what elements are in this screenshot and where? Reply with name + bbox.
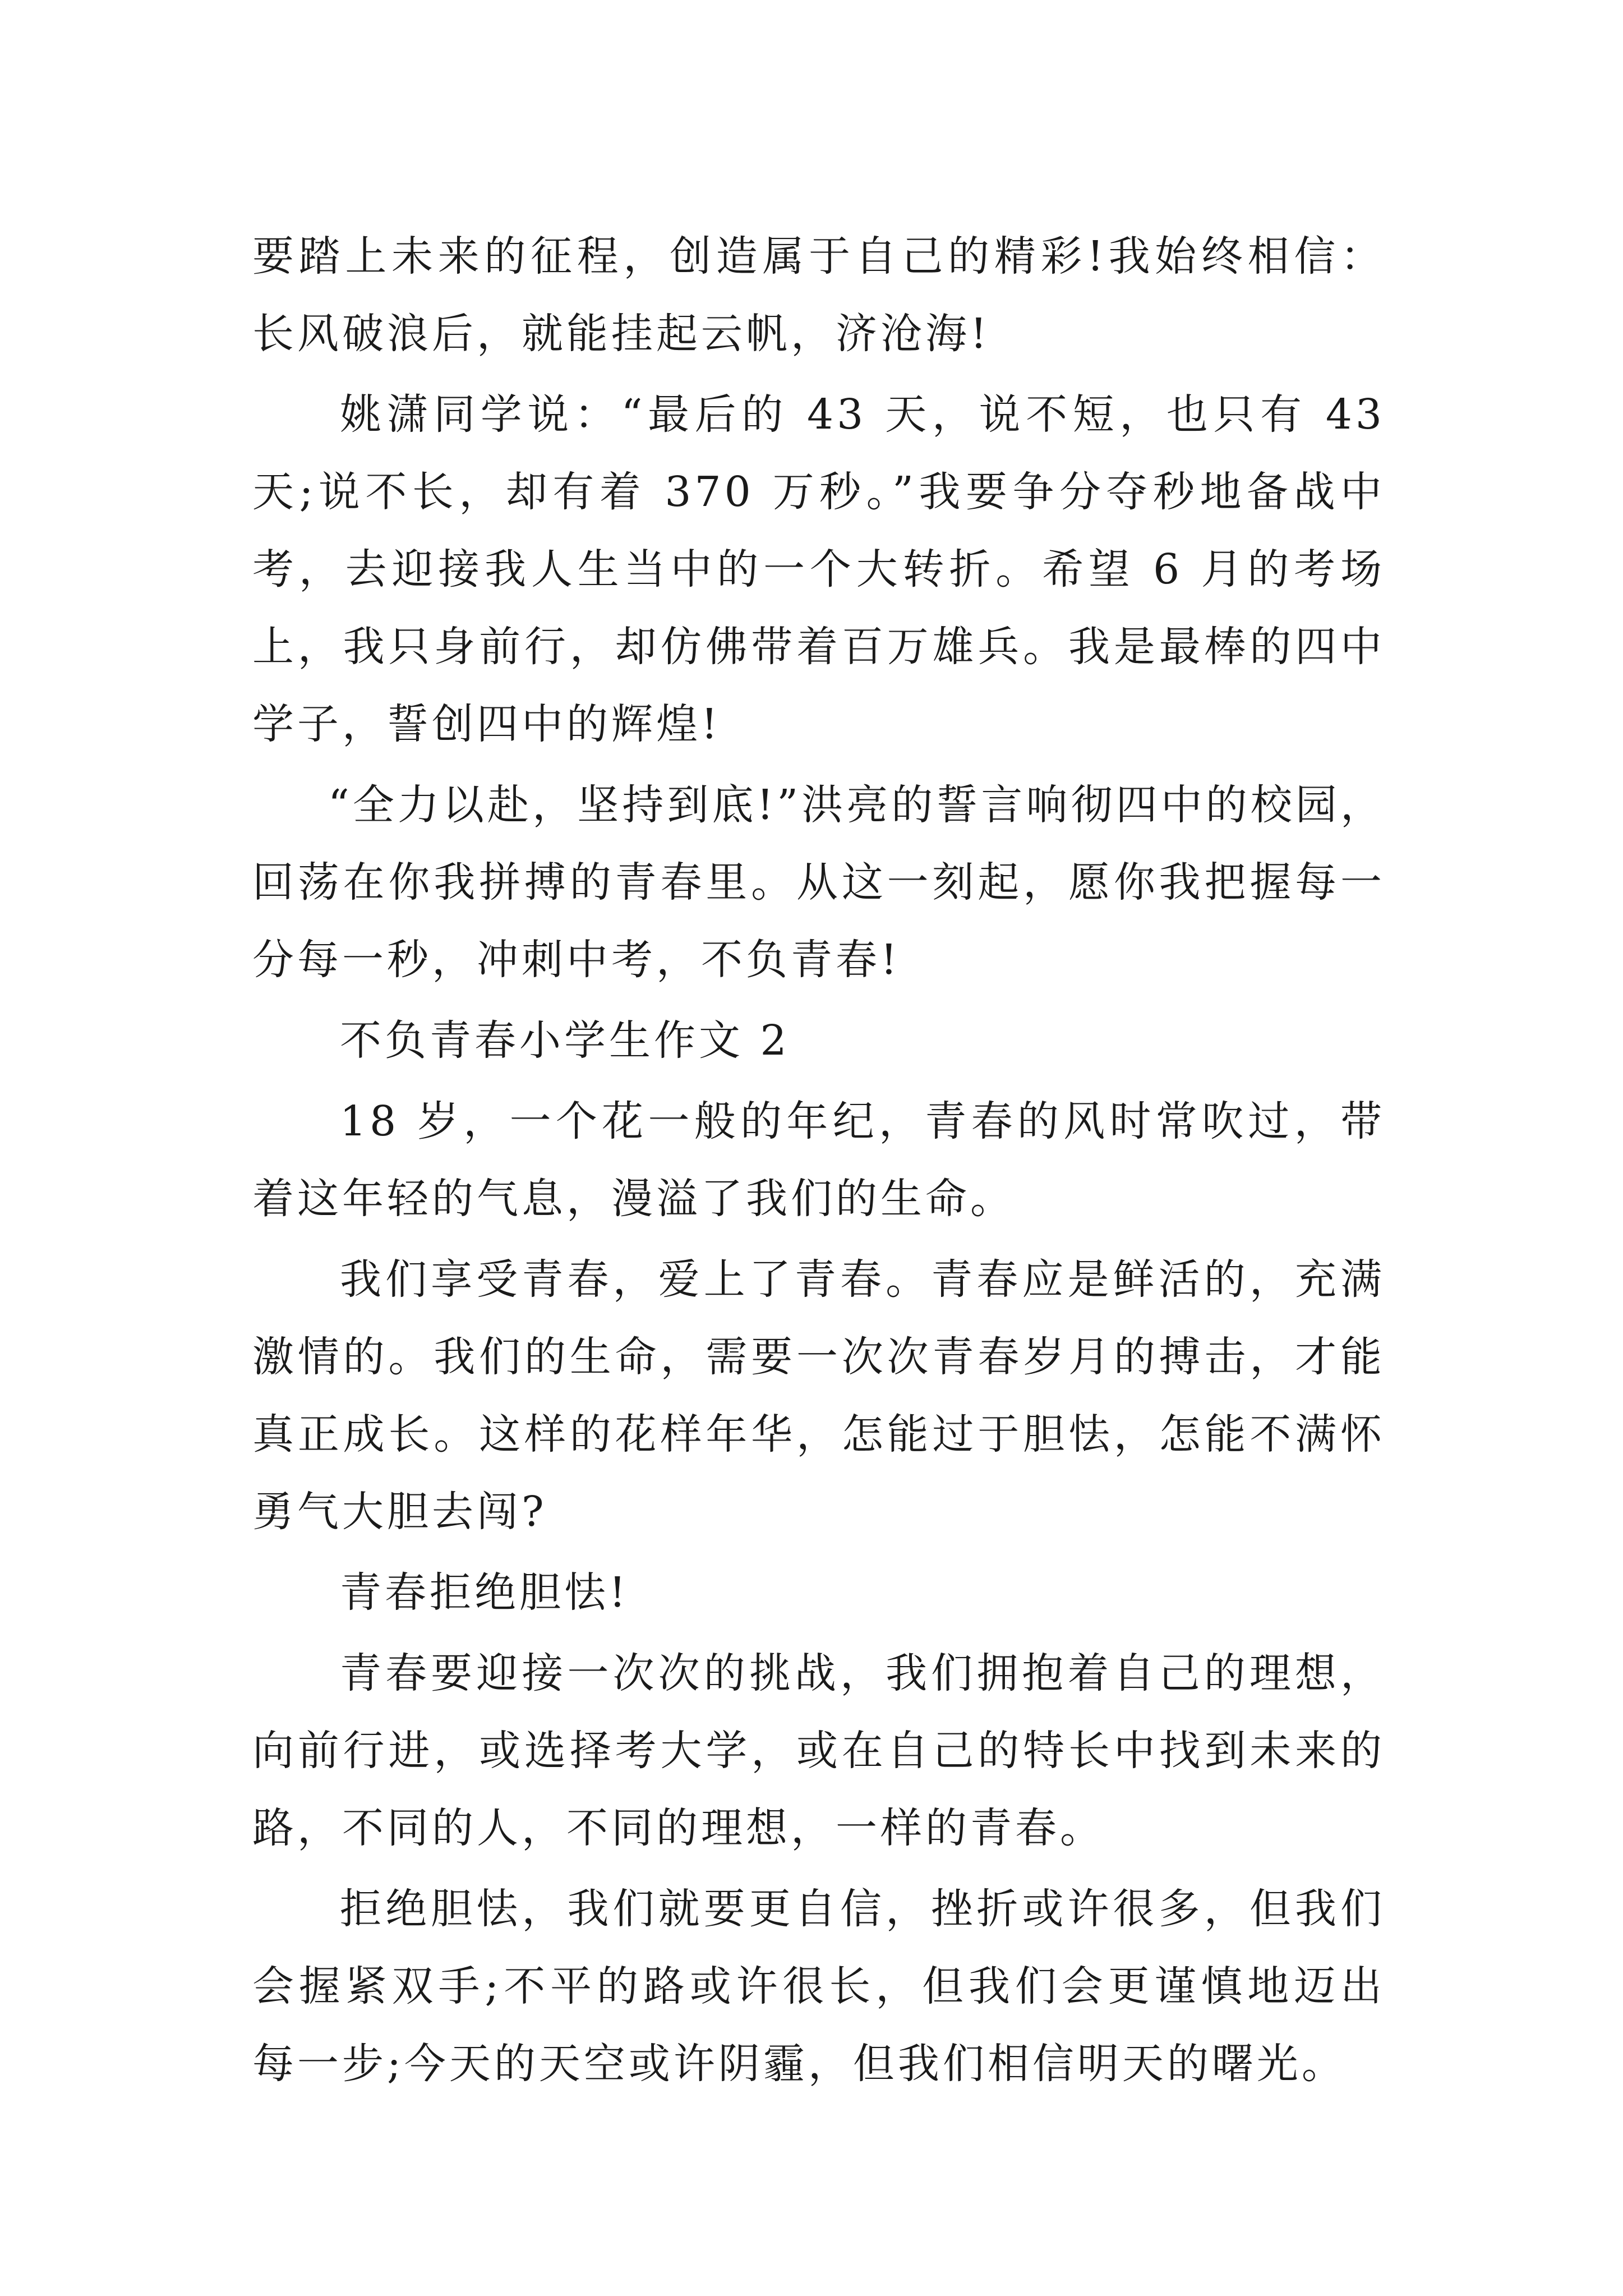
paragraph: “全力以赴，坚持到底!”洪亮的誓言响彻四中的校园，回荡在你我拼搏的青春里。从这一刻起，愿你我把握每一分每一秒，冲刺中考，不负青春! [252, 781, 1385, 984]
section-heading: 不负青春小学生作文 2 [340, 1016, 790, 1065]
paragraph: 18 岁，一个花一般的年纪，青春的风时常吹过，带着这年轻的气息，漫溢了我们的生命。 [252, 1097, 1385, 1223]
paragraph: 姚潇同学说：“最后的 43 天，说不短，也只有 43 天;说不长，却有着 370 万秒。”我要争分夺秒地备战中考，去迎接我人生当中的一个大转折。希望 6 月的考场上，我只身前行，却仿佛带着百万雄兵。我是最棒的四中学子，誓创四中的辉煌! [252, 390, 1385, 748]
paragraph: 我们享受青春，爱上了青春。青春应是鲜活的，充满激情的。我们的生命，需要一次次青春岁月的搏击，才能真正成长。这样的花样年华，怎能过于胆怯，怎能不满怀勇气大胆去闯? [252, 1255, 1385, 1536]
paragraph-continued: 要踏上未来的征程，创造属于自己的精彩!我始终相信：长风破浪后，就能挂起云帆，济沧海! [252, 232, 1385, 358]
paragraph: 青春要迎接一次次的挑战，我们拥抱着自己的理想，向前行进，或选择考大学，或在自己的特长中找到未来的路，不同的人，不同的理想，一样的青春。 [252, 1649, 1385, 1852]
paragraph: 青春拒绝胆怯! [340, 1568, 629, 1617]
paragraph: 拒绝胆怯，我们就要更自信，挫折或许很多，但我们会握紧双手;不平的路或许很长，但我们会更谨慎地迈出每一步;今天的天空或许阴霾，但我们相信明天的曙光。 [252, 1885, 1385, 2088]
document-body [252, 218, 1385, 2106]
